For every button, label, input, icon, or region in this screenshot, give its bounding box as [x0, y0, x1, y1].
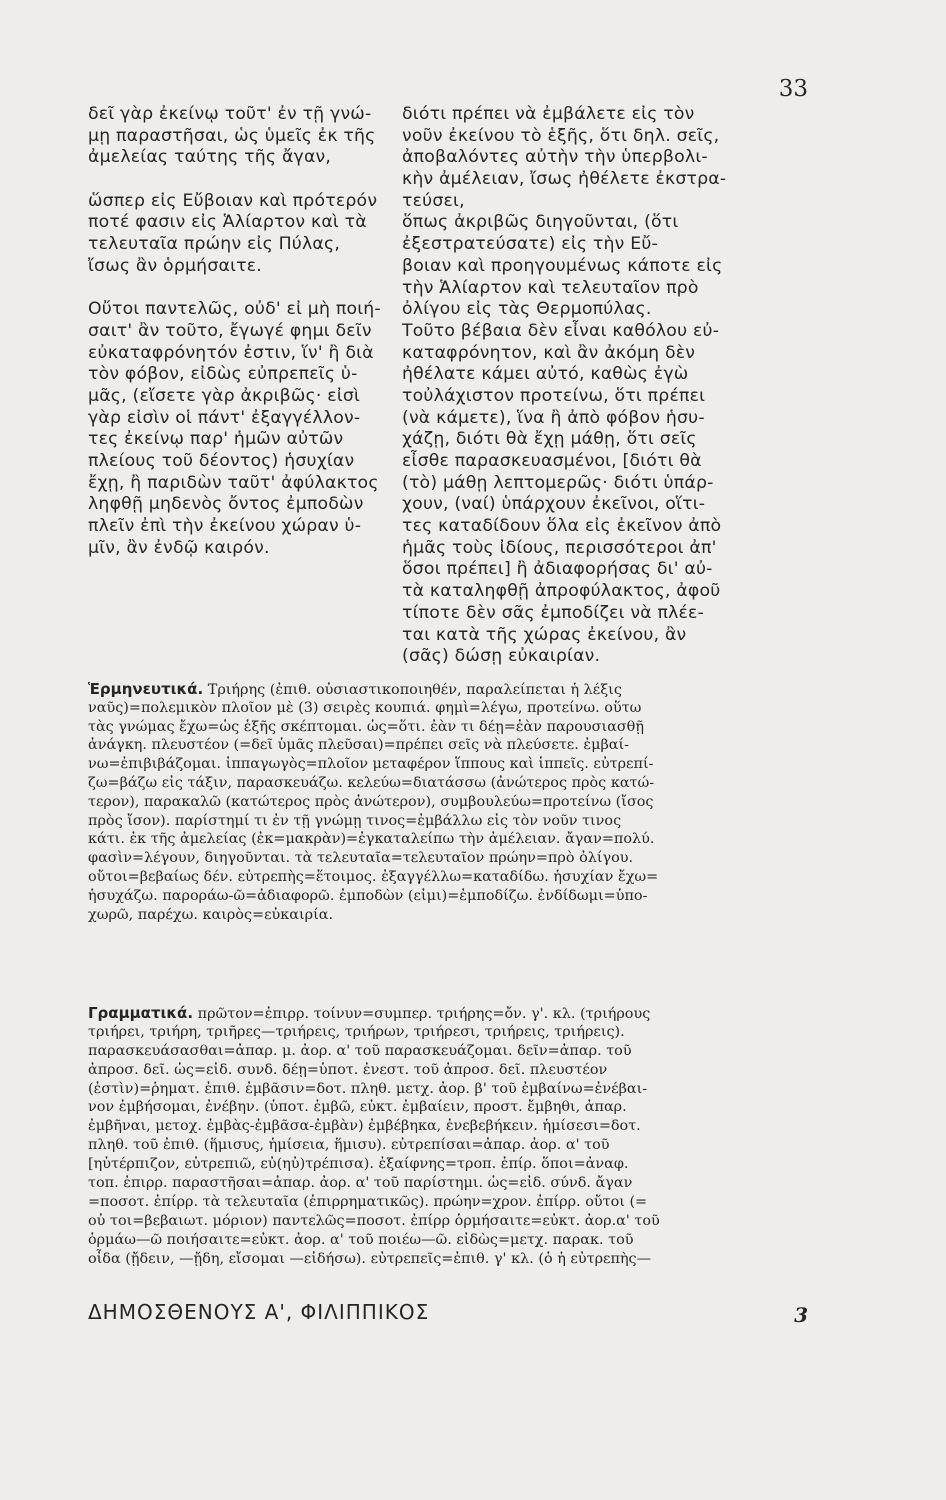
text-line: ἔχῃ, ἢ παριδὼν ταῦτ' ἀφύλακτος — [88, 472, 379, 493]
note-line: ἡσυχάζω. παροράω-ῶ=ἀδιαφορῶ. ἐμποδὼν (εἰμι)=ἐμποδίζω. ἐνδίδωμι=ὑπο- — [88, 887, 648, 904]
note-line: ζω=βάζω εἰς τάξιν, παρασκευάζω. κελεύω=διατάσσω (ἀνώτερος πρὸς κατώ- — [88, 774, 655, 791]
text-line: μῃ παραστῆσαι, ὡς ὑμεῖς ἐκ τῆς — [88, 125, 376, 146]
text-line: ἴσως ἂν ὁρμήσαιτε. — [88, 255, 262, 276]
translation-line: βοιαν καὶ προηγουμένως κάποτε εἰς — [402, 255, 723, 276]
text-line: Οὔτοι παντελῶς, οὐδ' εἰ μὴ ποιή- — [88, 299, 381, 320]
note-line: ναῦς)=πολεμικὸν πλοῖον μὲ (3) σειρὲς κουπιά. φημὶ=λέγω, προτείνω. οὕτω — [88, 699, 642, 716]
note-line: νω=ἐπιβιβάζομαι. ἱππαγωγὸς=πλοῖον μεταφέρον ἵππους καὶ ἱππεῖς. εὐτρεπί- — [88, 756, 654, 773]
translation-line: διότι πρέπει νὰ ἐμβάλετε εἰς τὸν — [402, 104, 695, 124]
translation-line: ἀποβαλόντες αὐτὴν τὴν ὑπερβολι- — [402, 147, 708, 168]
page-number: 33 — [778, 76, 808, 102]
greek-text-column — [88, 104, 388, 559]
note-line: πρὸς ἴσον). παρίστημί τι ἐν τῇ γνώμῃ τινος=ἐμβάλλω εἰς τὸν νοῦν τινος — [88, 812, 622, 829]
grammar-line: τοπ. ἐπιρρ. παραστῆσαι=ἀπαρ. ἀορ. α' τοῦ παρίστημι. ὡς=εἰδ. σύνδ. ἄγαν — [88, 1175, 633, 1192]
grammar-line: [ηὐτέρπιζον, εὐτρεπιῶ, εὐ(ηὐ)τρέπισα). ἐξαίφνης=τροπ. ἐπίρ. ὅποι=ἀναφ. — [88, 1156, 629, 1173]
translation-line: τες καταδίδουν ὅλα εἰς ἐκεῖνον ἀπὸ — [402, 516, 722, 537]
translation-line: (σᾶς) δώσῃ εὐκαιρίαν. — [402, 646, 601, 667]
text-line: τὸν φόβον, εἰδὼς εὐπρεπεῖς ὑ- — [88, 364, 358, 385]
text-line — [88, 169, 388, 191]
translation-line: κὴν ἀμέλειαν, ἴσως ἠθέλετε ἐκστρα- — [402, 169, 727, 190]
translation-line: ἡμᾶς τοὺς ἰδίους, περισσότεροι ἀπ' — [402, 537, 717, 558]
translation-line: ὅπως ἀκριβῶς διηγοῦνται, (ὅτι — [402, 212, 679, 233]
grammar-line: ὁρμάω—ῶ ποιήσαιτε=εὐκτ. ἀορ. α' τοῦ ποιέω—ῶ. εἰδὼς=μετχ. παρακ. τοῦ — [88, 1231, 634, 1248]
section-label: Ἑρμηνευτικά. — [88, 680, 204, 698]
grammar-line: οἶδα (ᾔδειν, —ᾔδη, εἴσομαι —εἰδήσω). εὐτρεπεῖς=ἐπιθ. γ' κλ. (ὁ ἡ εὐτρεπὴς— — [88, 1250, 652, 1267]
grammar-line: νον ἐμβήσομαι, ἐνέβην. (ὑποτ. ἐμβῶ, εὐκτ. ἐμβαίειν, προστ. ἔμβηθι, ἀπαρ. — [88, 1099, 627, 1116]
text-line: γὰρ εἰσὶν οἱ πάντ' ἐξαγγέλλον- — [88, 407, 361, 428]
translation-line: (νὰ κάμετε), ἵνα ἢ ἀπὸ φόβον ἡσυ- — [402, 407, 705, 428]
text-line: δεῖ γὰρ ἐκείνῳ τοῦτ' ἐν τῇ γνώ- — [88, 104, 372, 124]
translation-line: χουν, (ναί) ὑπάρχουν ἐκεῖνοι, οἵτι- — [402, 494, 706, 515]
note-line: τερον), παρακαλῶ (κατώτερος πρὸς ἀνώτερον), συμβουλεύω=προτείνω (ἴσος — [88, 793, 654, 810]
note-line: τὰς γνώμας ἔχω=ὡς ἑξῆς σκέπτομαι. ὡς=ὅτι. ἐὰν τι δέῃ=ἐὰν παρουσιασθῇ — [88, 718, 644, 735]
note-line: χωρῶ, παρέχω. καιρὸς=εὐκαιρία. — [88, 906, 334, 923]
text-line: εὐκαταφρόνητόν ἐστιν, ἵν' ἢ διὰ — [88, 342, 374, 363]
translation-line: ται κατὰ τῆς χώρας ἐκείνου, ἂν — [402, 624, 687, 645]
grammar-line: παρασκευάσασθαι=ἀπαρ. μ. ἀορ. α' τοῦ παρασκευάζομαι. δεῖν=ἀπαρ. τοῦ — [88, 1042, 632, 1059]
text-line: πλεῖν ἐπὶ τὴν ἐκείνου χώραν ὑ- — [88, 516, 362, 537]
translation-line: τίποτε δὲν σᾶς ἐμποδίζει νὰ πλέε- — [402, 602, 705, 623]
translation-line: τεύσει, — [402, 190, 465, 211]
translation-line: τὰ καταληφθῇ ἀπροφύλακτος, ἀφοῦ — [402, 581, 721, 602]
signature-number: 3 — [794, 1303, 808, 1327]
grammar-line: τριήρει, τριήρη, τριῆρες—τριήρεις, τριήρων, τριήρεσι, τριήρεις, τριήρεις). — [88, 1023, 625, 1040]
grammar-line: ἀπροσ. δεῖ. ὡς=εἰδ. συνδ. δέῃ=ὑποτ. ἐνεστ. τοῦ ἀπροσ. δεῖ. πλευστέον — [88, 1061, 608, 1078]
text-line: ληφθῇ μηδενὸς ὄντος ἐμποδὼν — [88, 494, 364, 515]
text-line: μῖν, ἂν ἐνδῷ καιρόν. — [88, 537, 270, 558]
text-line: τες ἐκείνῳ παρ' ἡμῶν αὐτῶν — [88, 429, 344, 450]
text-line: τελευταῖα πρώην εἰς Πύλας, — [88, 234, 341, 255]
translation-line: νοῦν ἐκείνου τὸ ἑξῆς, ὅτι δηλ. σεῖς, — [402, 125, 720, 146]
translation-line: ὀλίγου εἰς τὰς Θερμοπύλας. — [402, 299, 652, 320]
translation-line: χάζῃ, διότι θὰ ἔχῃ μάθῃ, ὅτι σεῖς — [402, 429, 697, 450]
note-line: οὔτοι=βεβαίως δέν. εὐτρεπὴς=ἕτοιμος. ἐξαγγέλλω=καταδίδω. ἡσυχίαν ἔχω= — [88, 868, 659, 885]
grammar-line: (ἐστὶν)=ῥηματ. ἐπιθ. ἐμβᾶσιν=δοτ. πληθ. μετχ. ἀορ. β' τοῦ ἐμβαίνω=ἐνέβαι- — [88, 1080, 648, 1097]
grammar-line: οὐ τοι=βεβαιωτ. μόριον) παντελῶς=ποσοτ. ἐπίρρ ὁρμήσαιτε=εὐκτ. ἀορ.α' τοῦ — [88, 1212, 660, 1229]
translation-column — [402, 104, 812, 668]
section-label: Γραμματικά. — [88, 1004, 194, 1022]
text-line — [88, 278, 388, 300]
text-line: μᾶς, (εἴσετε γὰρ ἀκριβῶς· εἰσὶ — [88, 385, 361, 406]
interpretive-notes — [88, 680, 818, 924]
grammar-line: =ποσοτ. ἐπίρρ. τὰ τελευταῖα (ἐπιρρηματικῶς). πρώην=χρον. ἐπίρρ. οὔτοι (= — [88, 1193, 648, 1210]
note-line: Τριήρης (ἐπιθ. οὐσιαστικοποιηθέν, παραλείπεται ἡ λέξις — [203, 682, 622, 698]
grammar-notes — [88, 1004, 818, 1268]
translation-line: τοὐλάχιστον προτείνω, ὅτι πρέπει — [402, 385, 706, 406]
translation-line: τὴν Ἁλίαρτον καὶ τελευταῖον πρὸ — [402, 277, 699, 298]
note-line: κάτι. ἐκ τῆς ἀμελείας (ἐκ=μακρὰν)=ἐγκαταλείπω τὴν ἀμέλειαν. ἄγαν=πολύ. — [88, 831, 655, 848]
text-line: πλείους τοῦ δέοντος) ἡσυχίαν — [88, 451, 355, 471]
grammar-line: πληθ. τοῦ ἐπιθ. (ἥμισυς, ἡμίσεια, ἥμισυ). εὐτρεπίσαι=ἀπαρ. ἀορ. α' τοῦ — [88, 1137, 610, 1154]
note-line: φασὶν=λέγουν, διηγοῦνται. τὰ τελευταῖα=τελευταῖον πρώην=πρὸ ὀλίγου. — [88, 850, 634, 867]
grammar-line: πρῶτον=ἐπιρρ. τοίνυν=συμπερ. τριήρης=ὄν. γ'. κλ. (τριήρους — [193, 1006, 651, 1022]
signature-title: ΔΗΜΟΣΘΕΝΟΥΣ Α', ΦΙΛΙΠΠΙΚΟΣ — [88, 1300, 430, 1324]
text-line: ποτέ φασιν εἰς Ἁλίαρτον καὶ τὰ — [88, 212, 367, 233]
translation-line: εἶσθε παρασκευασμένοι, [διότι θὰ — [402, 451, 702, 471]
translation-line: Τοῦτο βέβαια δὲν εἶναι καθόλου εὐ- — [402, 320, 720, 341]
text-line: ἀμελείας ταύτης τῆς ἄγαν, — [88, 147, 332, 168]
translation-line: (τὸ) μάθῃ λεπτομερῶς· διότι ὑπάρ- — [402, 472, 714, 493]
grammar-line: ἐμβῆναι, μετοχ. ἐμβὰς-ἐμβᾶσα-ἐμβὰν) ἐμβέβηκα, ἐνεβεβήκειν. ἡμίσεσι=δοτ. — [88, 1118, 641, 1135]
note-line: ἀνάγκη. πλευστέον (=δεῖ ὑμᾶς πλεῦσαι)=πρέπει σεῖς νὰ πλεύσετε. ἐμβαί- — [88, 737, 629, 754]
translation-line: ἐξεστρατεύσατε) εἰς τὴν Εὔ- — [402, 234, 658, 255]
translation-line: ὅσοι πρέπει] ἢ ἀδιαφορήσας δι' αὐ- — [402, 559, 713, 580]
translation-line: ἠθέλατε κάμει αὐτό, καθὼς ἐγὼ — [402, 364, 689, 385]
translation-line: καταφρόνητον, καὶ ἂν ἀκόμη δὲν — [402, 342, 696, 363]
text-line: ὥσπερ εἰς Εὔβοιαν καὶ πρότερόν — [88, 190, 378, 211]
text-line: σαιτ' ἂν τοῦτο, ἔγωγέ φημι δεῖν — [88, 320, 372, 341]
